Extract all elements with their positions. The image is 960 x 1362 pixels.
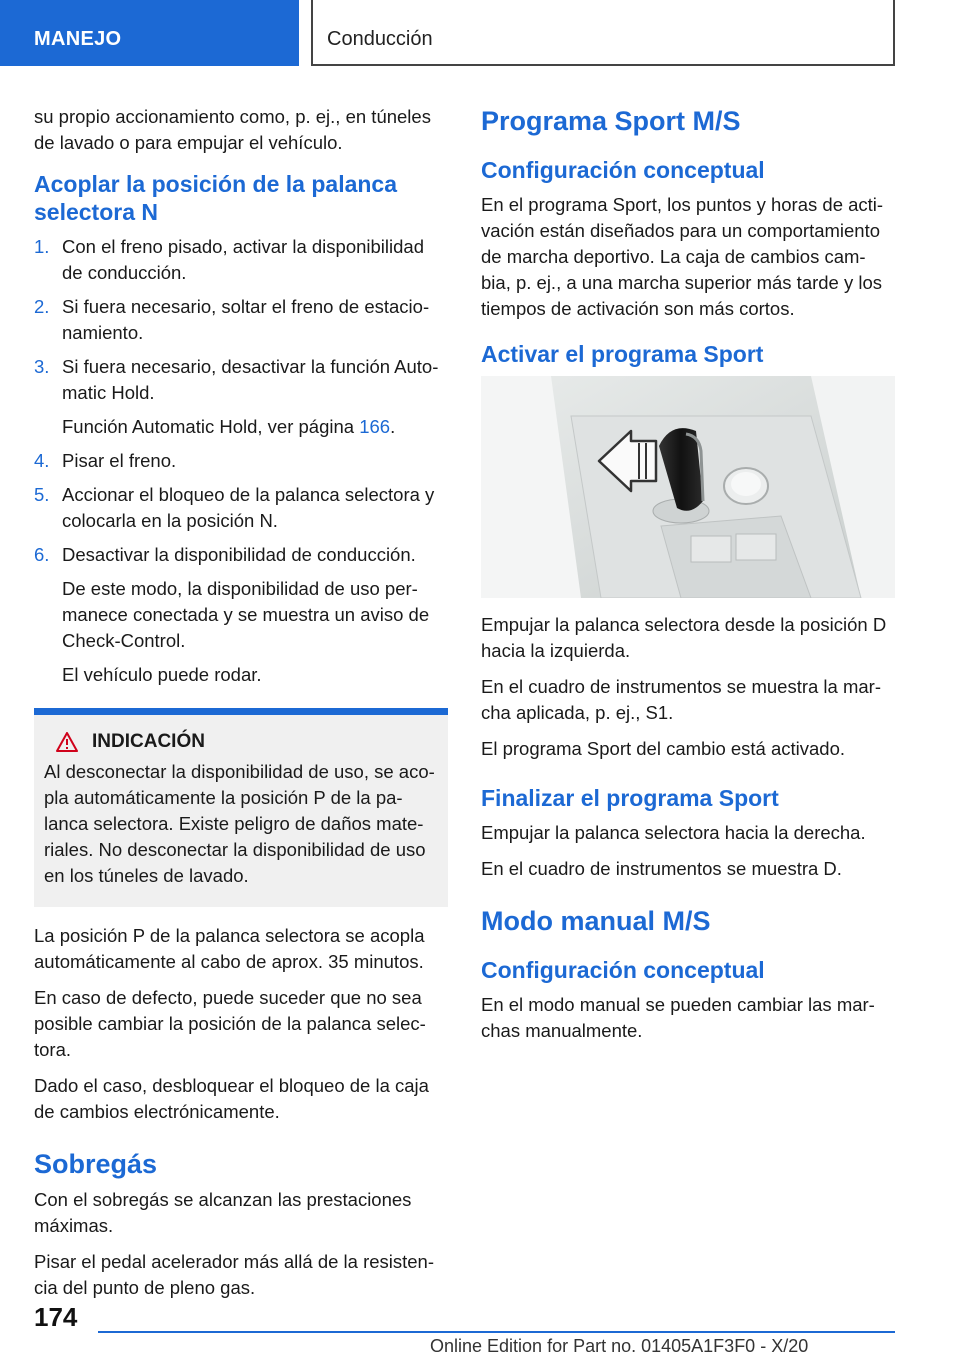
body-paragraph: En el cuadro de instrumentos se muestra D.	[481, 858, 842, 879]
body-paragraph: La posición P de la palanca selectora se acopla automáticamente al cabo de aprox. 35 minutos.	[34, 925, 425, 972]
body-paragraph: Empujar la palanca selectora desde la posición D hacia la izquierda.	[481, 614, 887, 661]
step-number: 3.	[34, 356, 50, 377]
body-paragraph: Dado el caso, desbloquear el bloqueo de la caja de cambios electrónicamente.	[34, 1075, 429, 1122]
step-note: De este modo, la disponibilidad de uso per‐manece conectada y se muestra un aviso de Check-Control.	[62, 578, 430, 651]
step-text: Con el freno pisado, activar la disponibilidad de conducción.	[62, 236, 424, 283]
body-paragraph: En el modo manual se pueden cambiar las mar‐chas manualmente.	[481, 994, 875, 1041]
steps-list	[34, 234, 448, 688]
body-paragraph: El programa Sport del cambio está activado.	[481, 738, 846, 759]
step-note: Función Automatic Hold, ver página 166.	[62, 416, 396, 437]
right-column	[481, 104, 895, 1054]
step-number: 2.	[34, 296, 50, 317]
list-item	[34, 294, 448, 346]
manual-concept-heading: Configuración conceptual	[481, 957, 765, 983]
list-item	[34, 542, 448, 688]
concept-heading: Configuración conceptual	[481, 157, 765, 183]
warning-text: Al desconectar la disponibilidad de uso, se aco‐pla automáticamente la posición P de la pa‐lanca selectora. Existe peligro de daños mate‐riales. No desconectar la disponibilidad de uso en los túneles de lavado.	[44, 761, 435, 886]
list-item	[34, 354, 448, 440]
body-paragraph: En caso de defecto, puede suceder que no sea posible cambiar la posición de la palanca selec‐tora.	[34, 987, 426, 1060]
footer-rule	[98, 1331, 895, 1333]
activate-heading: Activar el programa Sport	[481, 341, 764, 367]
chapter-label: Conducción	[327, 28, 433, 50]
list-item	[34, 234, 448, 286]
overgas-heading: Sobregás	[34, 1149, 158, 1179]
step-number: 6.	[34, 544, 50, 565]
body-paragraph: En el programa Sport, los puntos y horas de acti‐vación están diseñados para un comportamiento de marcha deportivo. La caja de cambios cam‐bia, p. ej., a una marcha superior más tarde y los tiempos de activación son más cortos.	[481, 194, 884, 319]
list-item	[34, 448, 448, 474]
step-text: Si fuera necesario, desactivar la función Auto‐matic Hold.	[62, 356, 439, 403]
left-column	[34, 104, 448, 1311]
neutral-heading: Acoplar la posición de la palanca selectora N	[34, 171, 398, 225]
edition-text: Online Edition for Part no. 01405A1F3F0 - X/20	[430, 1336, 809, 1356]
page-number: 174	[34, 1302, 78, 1332]
finish-heading: Finalizar el programa Sport	[481, 785, 779, 811]
list-item	[34, 482, 448, 534]
step-number: 4.	[34, 450, 50, 471]
warning-title: INDICACIÓN	[44, 731, 438, 753]
body-paragraph: Pisar el pedal acelerador más allá de la resisten‐cia del punto de pleno gas.	[34, 1251, 435, 1298]
body-paragraph: Empujar la palanca selectora hacia la derecha.	[481, 822, 866, 843]
section-label: MANEJO	[34, 28, 122, 50]
step-text: Accionar el bloqueo de la palanca selectora y colocarla en la posición N.	[62, 484, 435, 531]
section-tab	[0, 0, 299, 66]
step-note: El vehículo puede rodar.	[62, 664, 262, 685]
warning-box	[34, 708, 448, 907]
body-paragraph: Con el sobregás se alcanzan las prestaciones máximas.	[34, 1189, 412, 1236]
warning-triangle-icon	[56, 732, 78, 752]
step-text: Desactivar la disponibilidad de conducción.	[62, 544, 416, 565]
intro-paragraph: su propio accionamiento como, p. ej., en túneles de lavado o para empujar el vehículo.	[34, 106, 431, 153]
step-text: Si fuera necesario, soltar el freno de estacio‐namiento.	[62, 296, 430, 343]
chapter-tab	[311, 0, 895, 66]
gear-selector-photo	[481, 376, 895, 598]
sport-heading: Programa Sport M/S	[481, 106, 741, 136]
step-number: 1.	[34, 236, 50, 257]
manual-heading: Modo manual M/S	[481, 906, 711, 936]
body-paragraph: En el cuadro de instrumentos se muestra la mar‐cha aplicada, p. ej., S1.	[481, 676, 881, 723]
step-text: Pisar el freno.	[62, 450, 177, 471]
page-link[interactable]: 166	[359, 416, 391, 437]
step-number: 5.	[34, 484, 50, 505]
